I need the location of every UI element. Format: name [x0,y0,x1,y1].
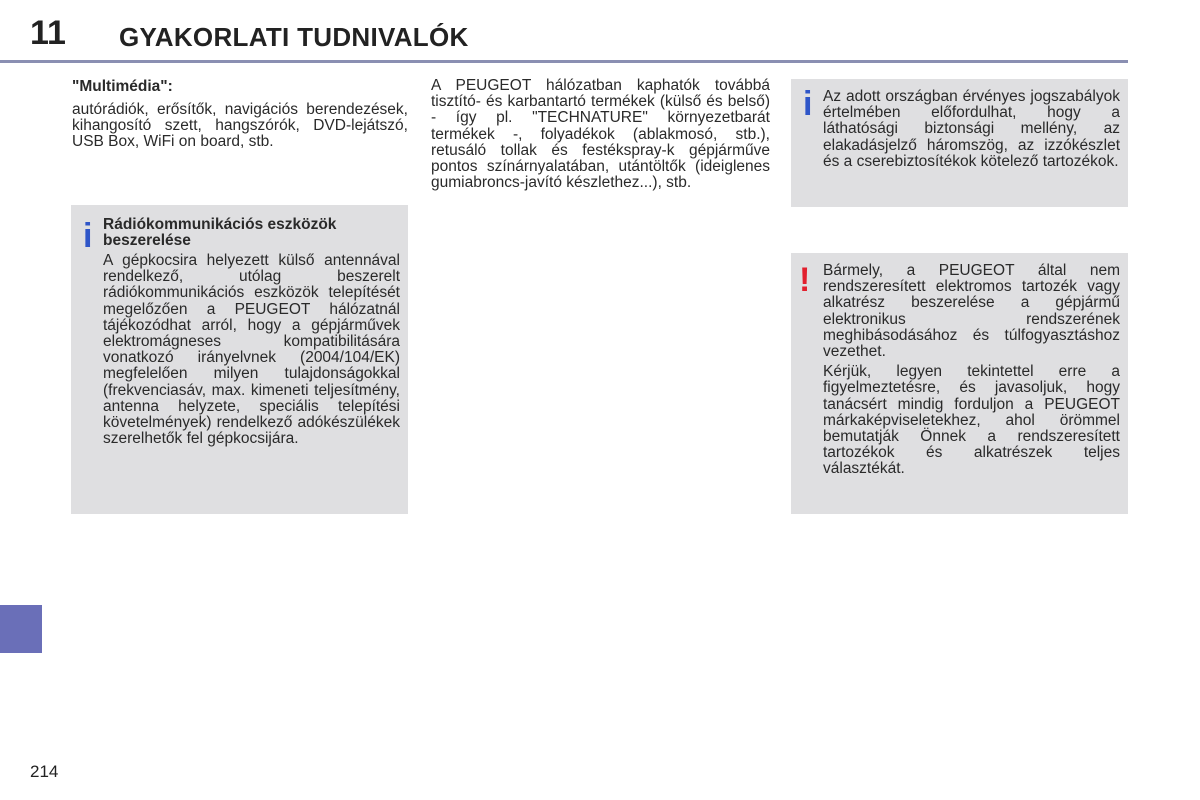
multimedia-section [72,78,408,151]
warning-box [791,253,1128,514]
chapter-side-tab [0,605,42,653]
radio-info-box [71,205,408,514]
chapter-title: GYAKORLATI TUDNIVALÓK [119,22,469,52]
chapter-number: 11 [30,14,66,52]
warning-text-1: Bármely, a PEUGEOT által nem rendszeresített elektromos tartozék vagy alkatrész beszerelése a gépjármű elektronikus rendszerének meghibásodásához és túlfogyasztáshoz vezethet. [823,262,1120,361]
info-icon: i [803,85,813,123]
page-number: 214 [30,762,59,781]
cleaning-products-section [431,78,770,191]
warning-icon: ! [799,261,811,299]
radio-info-text: A gépkocsira helyezett külső antennával rendelkező, utólag beszerelt rádiókommunikációs eszközök telepítését megelőzően a PEUGEOT hálózatnál tájékozódhat arról, hogy a gépjárművek elektromágneses kompatibilitására vonatkozó irányelvnek (2004/104/EK) megfelelően milyen tulajdonságokkal (frekvenciasáv, max. kimeneti teljesítmény, antenna helyzete, speciális telepítési követelmények) rendelkező adókészülékek szerelhetők fel gépkocsijára. [103,252,400,448]
multimedia-heading: "Multimédia": [72,78,173,95]
radio-info-title: Rádiókommunikációs eszközök beszerelése [103,216,337,249]
info-icon: i [83,217,93,255]
cleaning-products-text: A PEUGEOT hálózatban kaphatók továbbá tisztító- és karbantartó termékek (külső és belső) - így pl. "TECHNATURE" környezetbarát termékek -, folyadékok (ablakmosó, stb.), retusáló tollak és festékspray-k gépjárműve pontos színárnyalatában, utántöltők (ideiglenes gumiabroncs-javító készlethez...), stb. [431,77,770,192]
header-divider [0,60,1128,63]
warning-text-2: Kérjük, legyen tekintettel erre a figyelmeztetésre, és javasoljuk, hogy tanácsért mindig forduljon a PEUGEOT márkaképviseletekhez, ahol örömmel bemutatják Önnek a rendszeresített tartozékok és alkatrészek teljes választékát. [823,363,1120,478]
legal-info-text: Az adott országban érvényes jogszabályok értelmében előfordulhat, hogy a láthatósági biztonsági mellény, az elakadásjelző háromszög, az izzókészlet és a cserebiztosítékok kötelező tartozékok. [823,88,1120,170]
legal-info-box [791,79,1128,207]
multimedia-text: autórádiók, erősítők, navigációs berendezések, kihangosító szett, hangszórók, DVD-lejátszó, USB Box, WiFi on board, stb. [72,101,408,151]
